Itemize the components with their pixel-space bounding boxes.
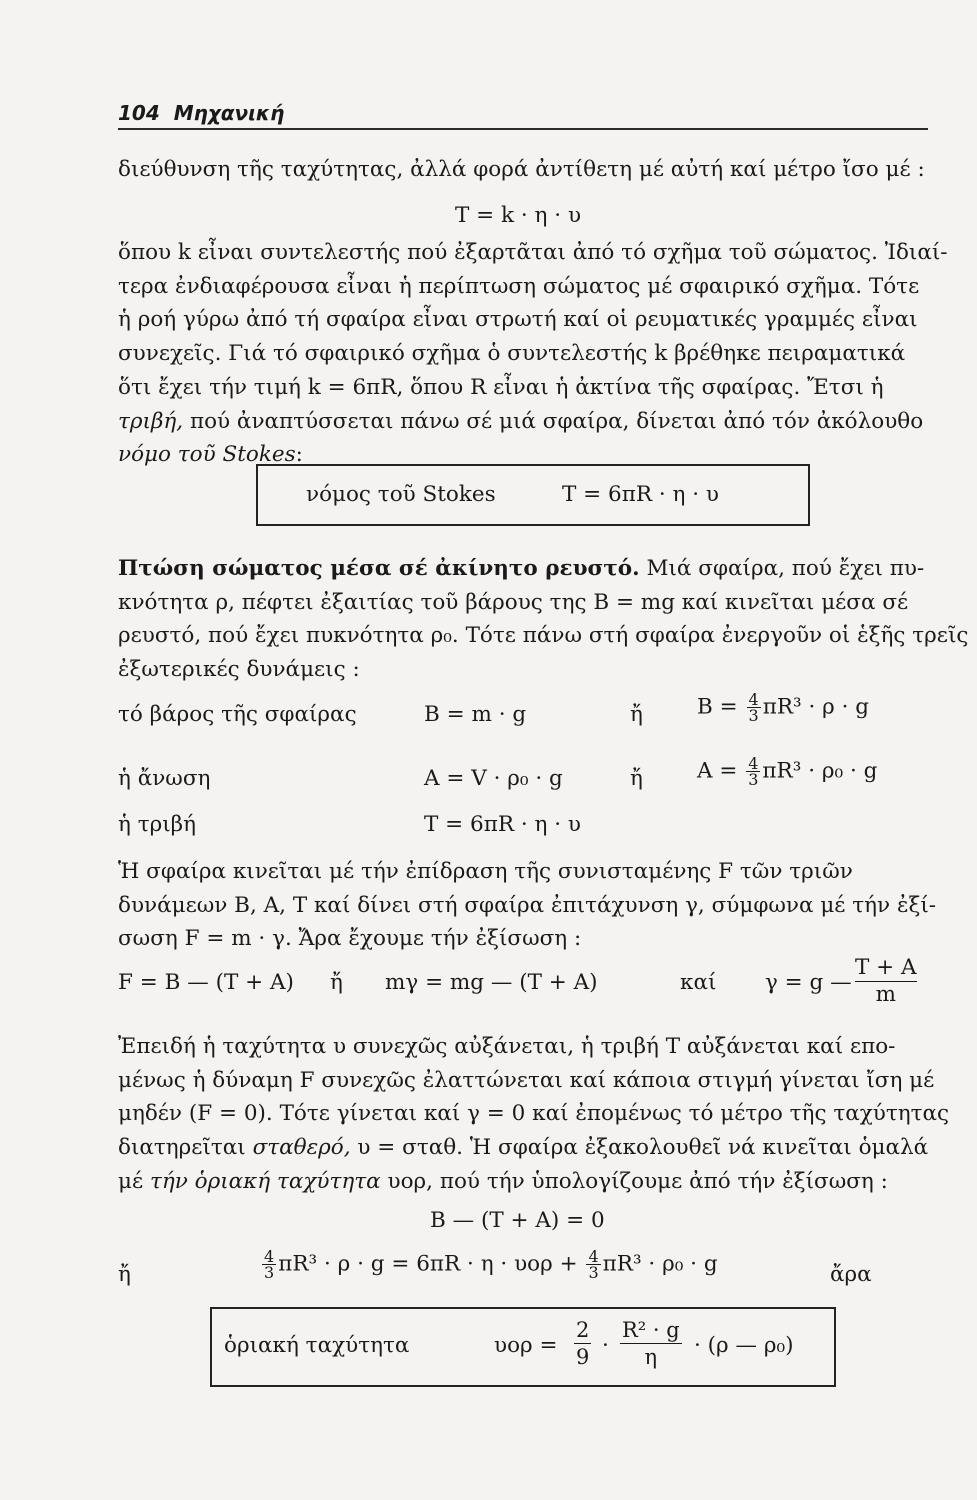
frac-num: 4	[264, 1247, 275, 1266]
section-title: Μηχανική	[173, 101, 285, 125]
text-line	[118, 552, 938, 586]
terminal-velocity-box	[210, 1307, 836, 1387]
frac-den: 3	[748, 770, 759, 789]
equation-newton: mγ = mg — (T + A)	[385, 970, 598, 995]
text-line: ὅτι ἔχει τήν τιμή k = 6πR, ὅπου R εἶναι ἡ ἀκτίνα τῆς σφαίρας. Ἔτσι ἡ	[118, 374, 884, 400]
acceleration-fraction	[855, 955, 917, 1008]
text-line: ὅπου k εἶναι συντελεστής πού ἐξαρτᾶται ἀπό τό σχῆμα τοῦ σώματος. Ἰδιαί-	[118, 240, 948, 265]
italic-term: τριβή,	[118, 408, 184, 434]
text-line: διεύθυνση τῆς ταχύτητας, ἀλλά φορά ἀντίθετη μέ αὐτή καί μέτρο ἴσο μέ :	[118, 157, 925, 182]
frac-den: 9	[576, 1345, 590, 1369]
text-span: :	[295, 442, 303, 468]
text-line: ἡ ροή γύρω ἀπό τή σφαίρα εἶναι στρωτή καί οἱ ρευματικές γραμμές εἶναι	[118, 307, 918, 333]
italic-term: νόμο τοῦ Stokes	[118, 442, 296, 468]
text-span: υ = σταθ. Ἡ σφαίρα ἐξακολουθεῖ νά κινεῖται ὁμαλά	[350, 1135, 929, 1161]
fraction	[747, 692, 761, 723]
alt-rhs: πR³ · ρ₀ · g	[762, 758, 878, 784]
result-label: ὁριακή ταχύτητα	[224, 1333, 410, 1358]
equation-acceleration: γ = g —	[765, 970, 852, 995]
equation-balance	[260, 1249, 718, 1280]
force-formula-friction: T = 6πR · η · υ	[424, 812, 581, 837]
frac-num: R² · g	[622, 1318, 680, 1342]
stokes-formula: T = 6πR · η · υ	[562, 482, 719, 507]
frac-den: m	[875, 982, 896, 1007]
result-lhs: υορ =	[494, 1333, 558, 1358]
frac-num: 4	[748, 754, 759, 773]
text-span: Μιά σφαίρα, πού ἔχει πυ-	[639, 556, 925, 581]
section-heading: Πτώση σώματος μέσα σέ ἀκίνητο ρευστό.	[118, 556, 640, 581]
force-name-buoyancy: ἡ ἄνωση	[118, 766, 211, 791]
text-line	[118, 1165, 938, 1199]
frac-num: T + A	[855, 955, 917, 980]
text-line: μηδέν (F = 0). Τότε γίνεται καί γ = 0 καί ἐπομένως τό μέτρο τῆς ταχύτητας	[118, 1101, 950, 1127]
text-line: Ἐπειδή ἡ ταχύτητα υ συνεχῶς αὐξάνεται, ἡ τριβή T αὐξάνεται καί επο-	[118, 1034, 896, 1059]
frac-den: 3	[264, 1263, 275, 1282]
italic-term: τήν ὁριακή ταχύτητα	[149, 1168, 381, 1194]
text-line: ρευστό, πού ἔχει πυκνότητα ρ₀. Τότε πάνω στή σφαίρα ἐνεργοῦν οἱ ἑξῆς τρεῖς	[118, 623, 969, 649]
alt-lhs: A =	[697, 758, 738, 784]
force-name-friction: ἡ τριβή	[118, 812, 196, 837]
intro-paragraph	[118, 153, 938, 187]
eq-end: πR³ · ρ₀ · g	[602, 1251, 718, 1277]
equation-net-force: F = B — (T + A)	[118, 970, 294, 995]
fall-paragraph	[118, 552, 969, 687]
or-word: ἤ	[118, 1262, 131, 1287]
text-span: διατηρεῖται	[118, 1135, 253, 1161]
frac-den: 3	[588, 1263, 599, 1282]
force-formula-weight: B = m · g	[424, 702, 527, 727]
force-name-weight: τό βάρος τῆς σφαίρας	[118, 702, 357, 727]
text-line: Ἡ σφαίρα κινεῖται μέ τήν ἐπίδραση τῆς συνισταμένης F τῶν τριῶν	[118, 859, 853, 884]
stokes-law-box	[256, 464, 810, 526]
text-line: τερα ἐνδιαφέρουσα εἶναι ἡ περίπτωση σώματος μέ σφαιρικό σχῆμα. Τότε	[118, 273, 920, 299]
equation-equilibrium: B — (T + A) = 0	[430, 1208, 605, 1233]
header-rule	[118, 128, 928, 130]
force-formula-buoyancy: A = V · ρ₀ · g	[424, 766, 563, 791]
motion-paragraph	[118, 855, 938, 956]
or-word: ἤ	[630, 702, 643, 727]
text-line: σωση F = m · γ. Ἄρα ἔχουμε τήν ἐξίσωση :	[118, 926, 582, 952]
text-line: δυνάμεων B, A, T καί δίνει στή σφαίρα ἐπιτάχυνση γ, σύμφωνα μέ τήν ἐξί-	[118, 892, 937, 918]
fraction	[746, 756, 760, 787]
text-line: κνότητα ρ, πέφτει ἐξαιτίας τοῦ βάρους της B = mg καί κινεῖται μέσα σέ	[118, 589, 909, 615]
text-line: ἐξωτερικές δυνάμεις :	[118, 657, 360, 683]
fraction	[586, 1249, 600, 1280]
text-line	[118, 405, 938, 439]
eq-middle: πR³ · ρ · g = 6πR · η · υορ +	[278, 1251, 578, 1277]
dot: ·	[602, 1333, 609, 1358]
italic-term: σταθερό,	[252, 1135, 351, 1161]
text-span: πού ἀναπτύσσεται πάνω σέ μιά σφαίρα, δίνεται ἀπό τόν ἀκόλουθο	[183, 408, 924, 434]
alt-lhs: B =	[697, 694, 738, 720]
text-span: μέ	[118, 1168, 150, 1194]
terminal-paragraph	[118, 1030, 950, 1199]
frac-den: η	[644, 1345, 658, 1369]
intro-paragraph-cont	[118, 236, 948, 472]
frac-num: 4	[748, 690, 759, 709]
result-rhs: · (ρ — ρ₀)	[694, 1333, 794, 1358]
fraction-r2g-eta	[620, 1317, 682, 1370]
page-number: 104	[118, 101, 160, 125]
force-alt-weight	[697, 692, 869, 723]
text-span: υορ, πού τήν ὑπολογίζουμε ἀπό τήν ἐξίσωση :	[380, 1168, 888, 1194]
text-line: συνεχεῖς. Γιά τό σφαιρικό σχῆμα ὁ συντελεστής k βρέθηκε πειραματικά	[118, 341, 906, 367]
stokes-label: νόμος τοῦ Stokes	[306, 482, 496, 507]
therefore-word: ἄρα	[830, 1262, 872, 1287]
fraction	[262, 1249, 276, 1280]
or-word: ἤ	[630, 766, 643, 791]
and-word: καί	[680, 970, 717, 995]
force-alt-buoyancy	[697, 756, 877, 787]
fraction-two-ninths	[574, 1317, 591, 1370]
text-line	[118, 1131, 938, 1165]
frac-num: 4	[588, 1247, 599, 1266]
or-word: ἤ	[330, 970, 343, 995]
equation-friction: T = k · η · υ	[455, 203, 582, 228]
frac-den: 3	[748, 706, 759, 725]
page-header	[118, 101, 928, 125]
alt-rhs: πR³ · ρ · g	[762, 694, 870, 720]
frac-num: 2	[576, 1318, 590, 1342]
text-line: μένως ἡ δύναμη F συνεχῶς ἐλαττώνεται καί κάποια στιγμή γίνεται ἴση μέ	[118, 1067, 935, 1093]
